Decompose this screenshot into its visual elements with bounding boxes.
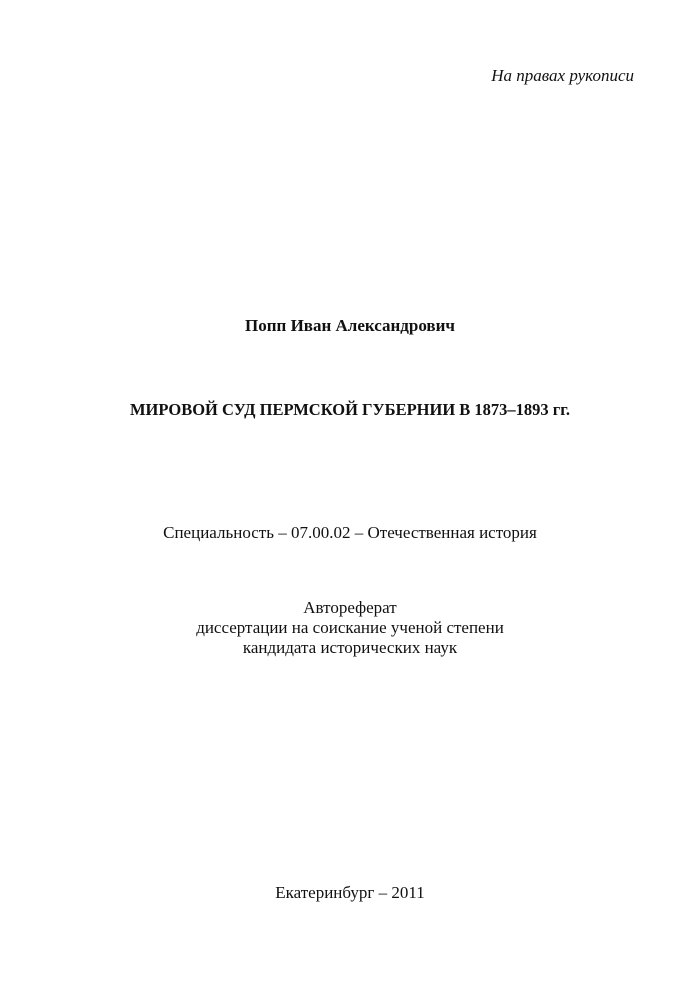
author-name: Попп Иван Александрович xyxy=(245,316,455,335)
abstract-line-degree: кандидата исторических наук xyxy=(242,638,458,657)
place-and-year: Екатеринбург – 2011 xyxy=(275,883,425,902)
abstract-description xyxy=(0,598,700,658)
specialty-line: Специальность – 07.00.02 – Отечественная история xyxy=(163,523,537,542)
abstract-line-type: Автореферат xyxy=(303,598,397,617)
dissertation-title: МИРОВОЙ СУД ПЕРМСКОЙ ГУБЕРНИИ В 1873–1893 гг. xyxy=(129,400,571,419)
rights-notice: На правах рукописи xyxy=(491,66,634,85)
abstract-line-purpose: диссертации на соискание ученой степени xyxy=(196,618,504,637)
